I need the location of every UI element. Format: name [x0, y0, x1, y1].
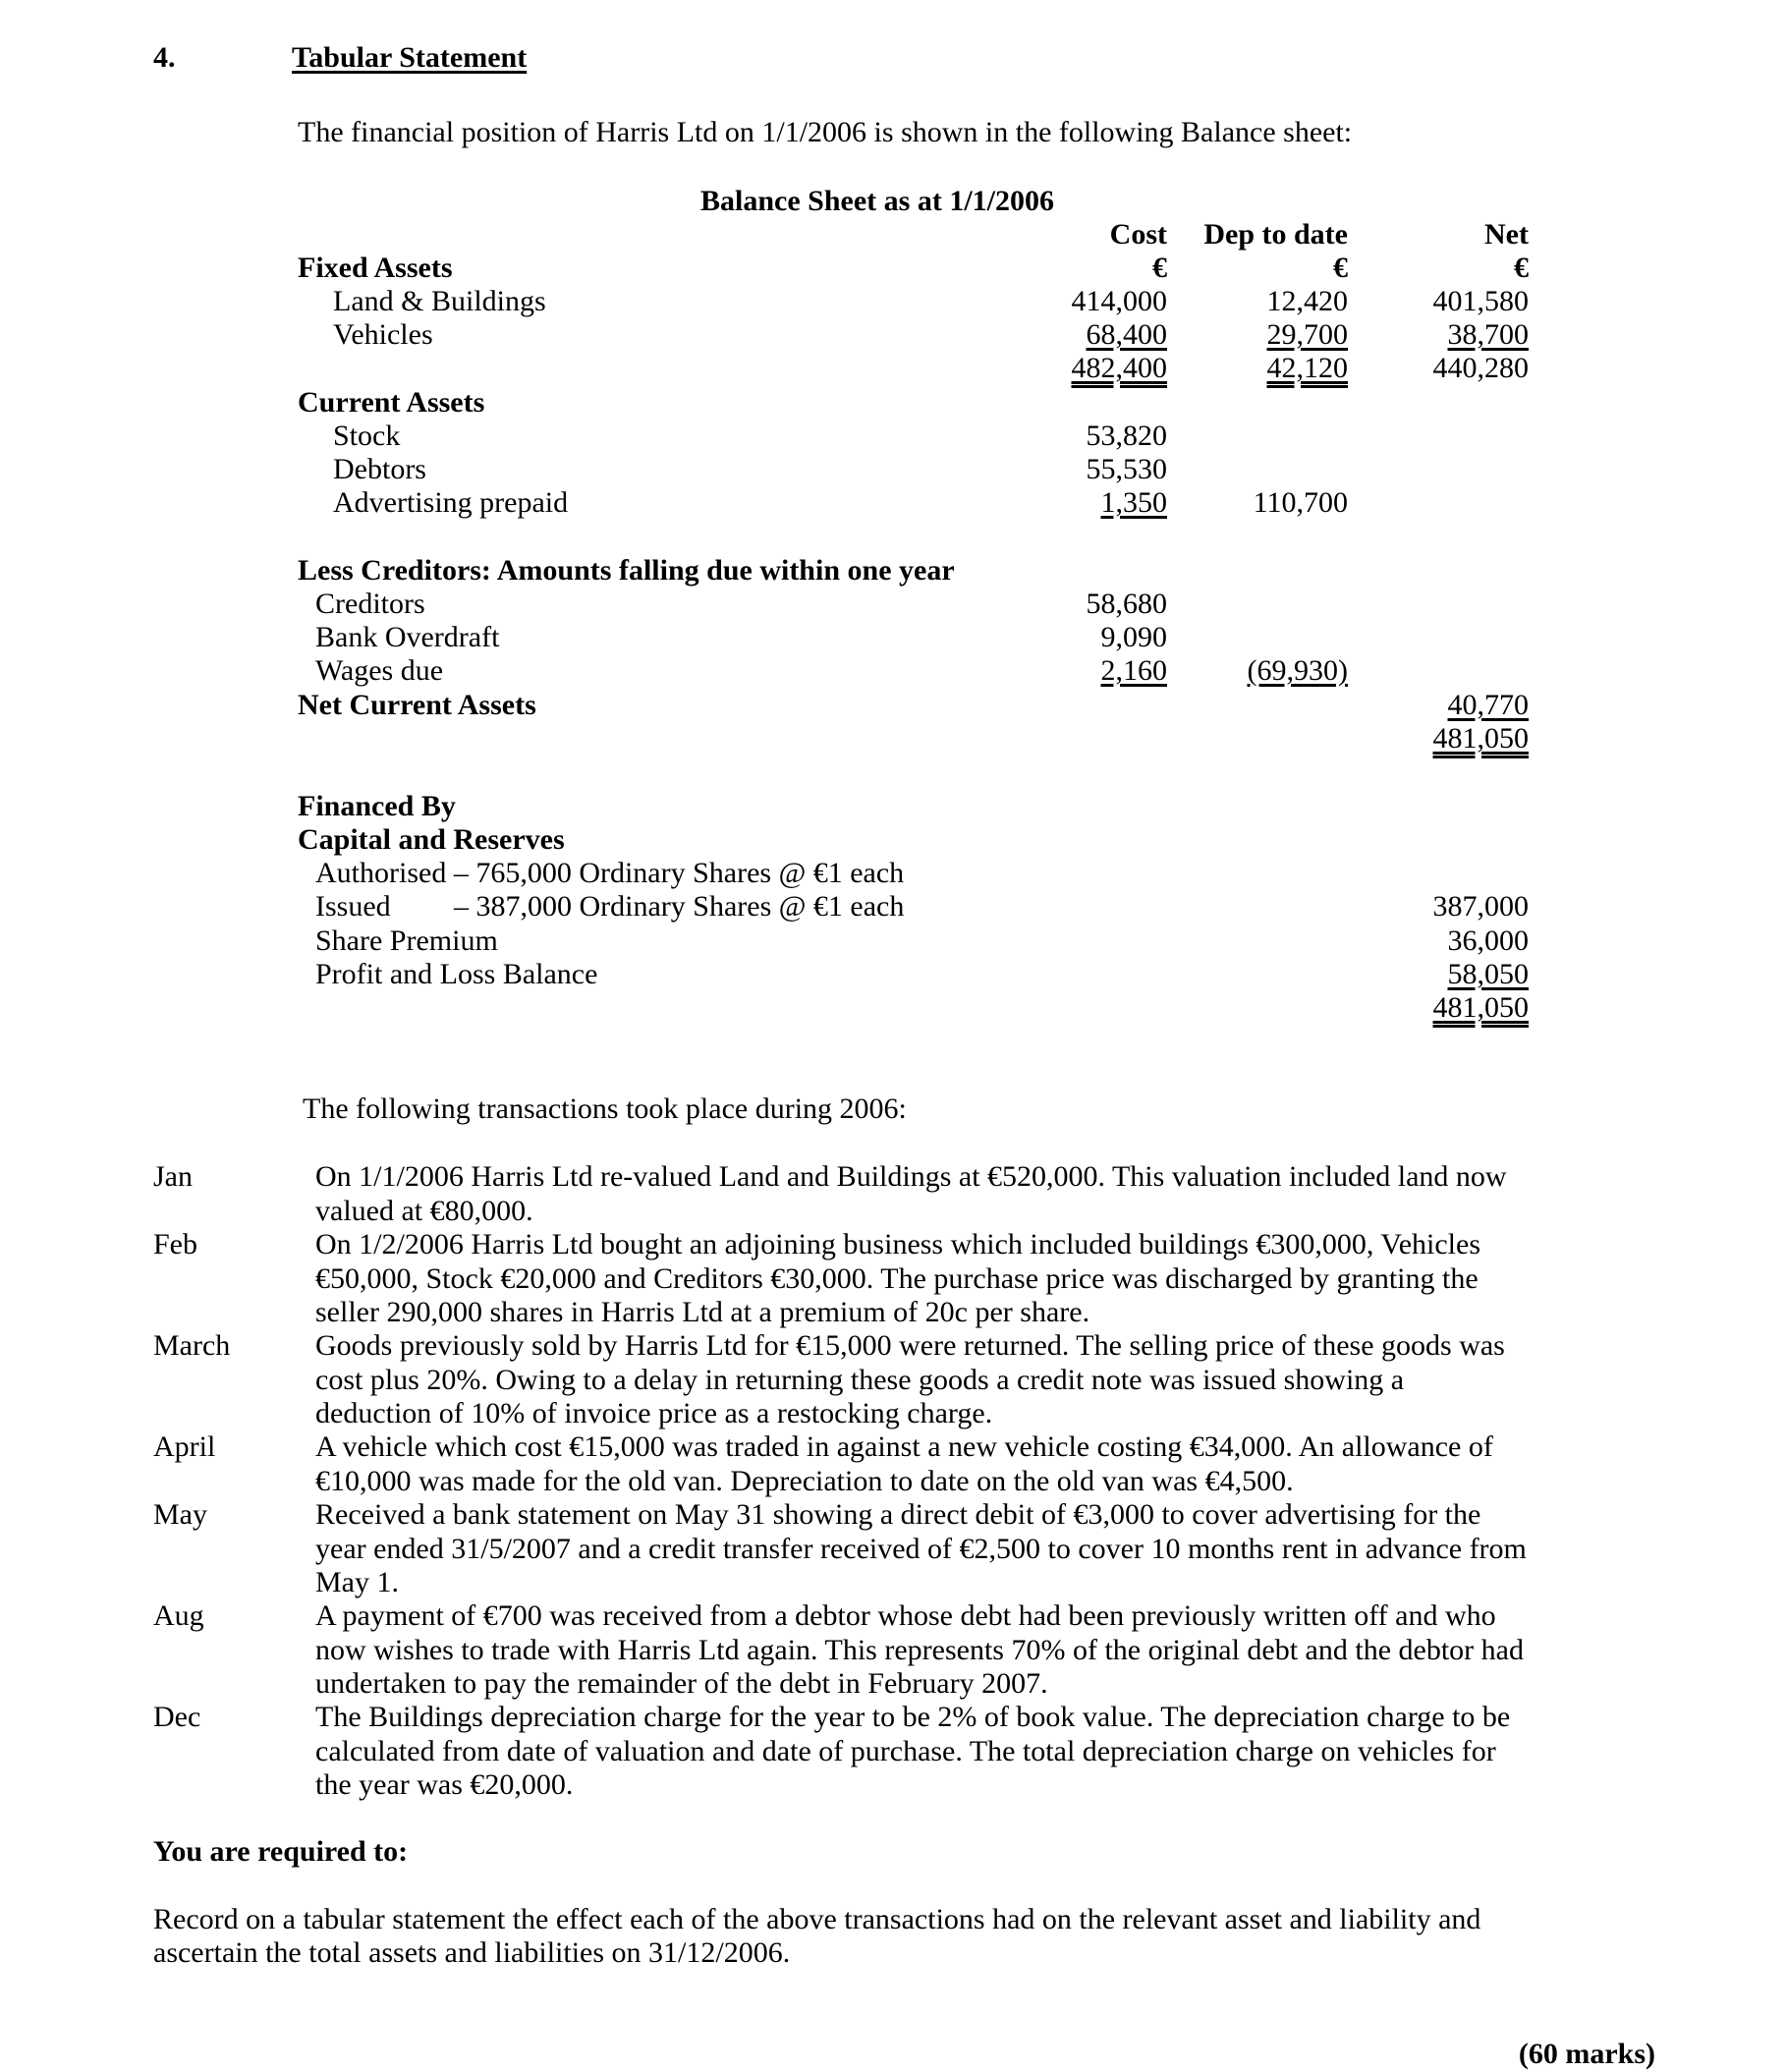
intro-text: The financial position of Harris Ltd on 1/1/2006 is shown in the following Balance sheet: [298, 116, 1353, 148]
transaction-text [315, 1701, 1592, 1803]
transaction-line: now wishes to trade with Harris Ltd again. This represents 70% of the original debt and the debtor had [315, 1633, 1524, 1666]
transaction-text [315, 1498, 1592, 1600]
net-assets-total: 481,050 [1432, 722, 1529, 755]
question-title: Tabular Statement [292, 41, 528, 74]
overdraft-label: Bank Overdraft [315, 621, 500, 653]
transaction-text [315, 1599, 1592, 1702]
overdraft-value: 9,090 [1100, 621, 1167, 653]
wages-value: 2,160 [1100, 654, 1167, 687]
issued-value: 387,000 [1432, 890, 1529, 923]
vehicles-net: 38,700 [1447, 318, 1529, 351]
vehicles-label: Vehicles [333, 318, 433, 351]
month-label: May [153, 1498, 207, 1531]
fixed-net-total: 440,280 [1432, 352, 1529, 384]
transaction-line: the year was €20,000. [315, 1768, 574, 1801]
land-net: 401,580 [1432, 285, 1529, 317]
transaction-line: cost plus 20%. Owing to a delay in returning these goods a credit note was issued showing a [315, 1363, 1405, 1396]
month-label: Feb [153, 1228, 197, 1260]
month-label: Dec [153, 1701, 201, 1733]
transaction-line: May 1. [315, 1566, 399, 1598]
creditors-label: Creditors [315, 588, 425, 620]
transaction-text [315, 1228, 1592, 1330]
capital-total: 481,050 [1432, 991, 1529, 1024]
share-premium-label: Share Premium [315, 924, 498, 957]
question-number: 4. [153, 41, 176, 74]
header-cost: Cost [1109, 218, 1167, 251]
transaction-line: undertaken to pay the remainder of the debt in February 2007. [315, 1667, 1048, 1700]
net-current-assets-label: Net Current Assets [298, 689, 536, 721]
land-dep: 12,420 [1266, 285, 1348, 317]
currency-dep: € [1333, 252, 1348, 284]
transaction-line: A payment of €700 was received from a debtor whose debt had been previously written off and who [315, 1599, 1496, 1632]
transaction-line: €10,000 was made for the old van. Depreciation to date on the old van was €4,500. [315, 1464, 1294, 1497]
transaction-text [315, 1329, 1592, 1431]
transaction-line: seller 290,000 shares in Harris Ltd at a premium of 20c per share. [315, 1296, 1090, 1328]
issued-label: Issued [315, 890, 391, 923]
required-line: Record on a tabular statement the effect each of the above transactions had on the relevant asset and liability and [153, 1903, 1481, 1935]
transaction-line: €50,000, Stock €20,000 and Creditors €30,000. The purchase price was discharged by granting the [315, 1261, 1479, 1295]
financed-by-label: Financed By [298, 790, 456, 822]
transaction-line: deduction of 10% of invoice price as a restocking charge. [315, 1397, 993, 1429]
current-assets-total: 110,700 [1253, 486, 1348, 519]
month-label: April [153, 1430, 216, 1463]
balance-sheet-title: Balance Sheet as at 1/1/2006 [700, 185, 1054, 217]
issued-text: – 387,000 Ordinary Shares @ €1 each [454, 890, 905, 923]
current-assets-label: Current Assets [298, 386, 485, 419]
pl-balance-value: 58,050 [1447, 958, 1529, 990]
debtors-label: Debtors [333, 453, 426, 485]
creditors-value: 58,680 [1086, 588, 1167, 620]
transaction-line: On 1/2/2006 Harris Ltd bought an adjoining business which included buildings €300,000, Vehicles [315, 1228, 1480, 1260]
capital-reserves-label: Capital and Reserves [298, 823, 565, 856]
land-label: Land & Buildings [333, 285, 546, 317]
transactions-intro: The following transactions took place during 2006: [303, 1092, 907, 1125]
advertising-label: Advertising prepaid [333, 486, 569, 519]
debtors-value: 55,530 [1086, 453, 1167, 485]
transaction-line: The Buildings depreciation charge for the year to be 2% of book value. The depreciation charge to be [315, 1701, 1511, 1733]
month-label: March [153, 1329, 231, 1362]
transaction-line: Received a bank statement on May 31 showing a direct debit of €3,000 to cover advertising for the [315, 1498, 1481, 1531]
pl-balance-label: Profit and Loss Balance [315, 958, 598, 990]
share-premium-value: 36,000 [1447, 924, 1529, 957]
required-line: ascertain the total assets and liabilities on 31/12/2006. [153, 1936, 791, 1969]
month-label: Jan [153, 1160, 193, 1193]
header-dep: Dep to date [1203, 218, 1348, 251]
stock-label: Stock [333, 420, 401, 452]
currency-cost: € [1152, 252, 1167, 284]
transaction-text [315, 1160, 1592, 1228]
net-current-assets-value: 40,770 [1447, 689, 1529, 721]
transaction-line: calculated from date of valuation and date of purchase. The total depreciation charge on vehicles for [315, 1734, 1496, 1767]
currency-net: € [1514, 252, 1529, 284]
month-label: Aug [153, 1599, 204, 1632]
transaction-line: A vehicle which cost €15,000 was traded in against a new vehicle costing €34,000. An allowance of [315, 1430, 1493, 1463]
wages-label: Wages due [315, 654, 444, 687]
fixed-assets-label: Fixed Assets [298, 252, 453, 284]
authorised-text: Authorised – 765,000 Ordinary Shares @ €1 each [315, 857, 905, 889]
land-cost: 414,000 [1071, 285, 1167, 317]
creditors-total: (69,930) [1247, 654, 1348, 687]
required-heading: You are required to: [153, 1835, 409, 1868]
vehicles-cost: 68,400 [1086, 318, 1167, 351]
transaction-line: valued at €80,000. [315, 1194, 533, 1227]
transaction-line: Goods previously sold by Harris Ltd for €15,000 were returned. The selling price of these goods was [315, 1329, 1505, 1362]
transaction-text [315, 1430, 1592, 1498]
creditors-heading: Less Creditors: Amounts falling due within one year [298, 554, 955, 587]
transaction-line: year ended 31/5/2007 and a credit transfer received of €2,500 to cover 10 months rent in advance from [315, 1532, 1527, 1565]
stock-value: 53,820 [1086, 420, 1167, 452]
header-net: Net [1484, 218, 1529, 251]
marks-label: (60 marks) [1518, 2038, 1655, 2070]
advertising-value: 1,350 [1100, 486, 1167, 519]
fixed-cost-total: 482,400 [1071, 352, 1167, 384]
vehicles-dep: 29,700 [1266, 318, 1348, 351]
transaction-line: On 1/1/2006 Harris Ltd re-valued Land and Buildings at €520,000. This valuation included land now [315, 1160, 1507, 1193]
fixed-dep-total: 42,120 [1266, 352, 1348, 384]
